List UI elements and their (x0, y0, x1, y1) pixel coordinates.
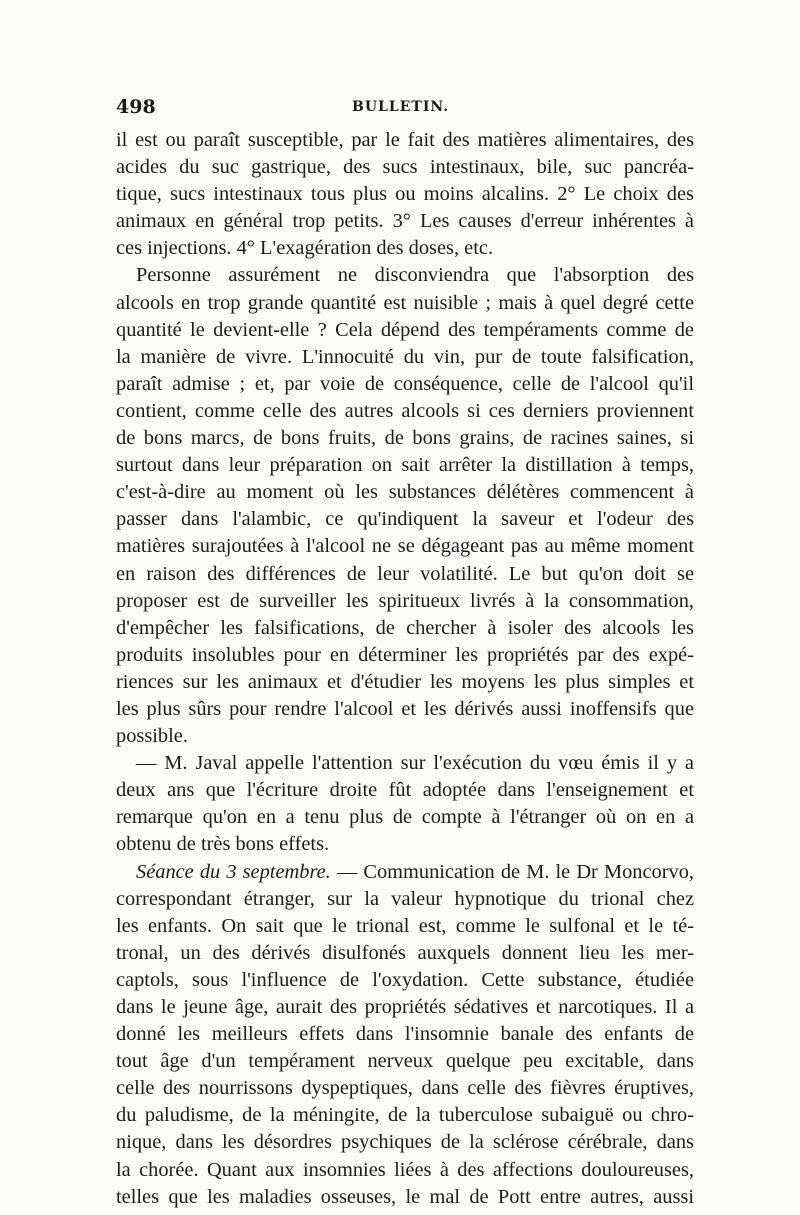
text-line: de bons marcs, de bons fruits, de bons grains, de racines saines, si (116, 427, 694, 450)
text-line: quantité le devient-elle ? Cela dépend des tempéraments comme de (116, 318, 694, 341)
text-line: telles que les maladies osseuses, le mal de Pott entre autres, aussi (116, 1185, 694, 1208)
text-line: passer dans l'alambic, ce qu'indiquent la saveur et l'odeur des (116, 508, 694, 531)
text-line: les enfants. On sait que le trional est, comme le sulfonal et le té- (116, 914, 694, 937)
text-line: — M. Javal appelle l'attention sur l'exécution du vœu émis il y a (136, 752, 694, 775)
text-line: riences sur les animaux et d'étudier les moyens les plus simples et (116, 670, 694, 693)
text-line: ces injections. 4° L'exagération des doses, etc. (116, 237, 494, 260)
running-title: BULLETIN. (352, 99, 450, 115)
text-line: contient, comme celle des autres alcools si ces derniers proviennent (116, 399, 694, 422)
text-line: tique, sucs intestinaux tous plus ou moins alcalins. 2° Le choix des (116, 183, 694, 206)
text-line: la chorée. Quant aux insomnies liées à des affections douloureuses, (116, 1158, 694, 1181)
text-line: obtenu de très bons effets. (116, 833, 330, 856)
text-line: animaux en général trop petits. 3° Les causes d'erreur inhérentes à (116, 210, 694, 233)
text-line: en raison des différences de leur volatilité. Le but qu'on doit se (116, 562, 694, 585)
session-text: — Communication de M. le Dr Moncorvo, (330, 860, 694, 883)
text-line: deux ans que l'écriture droite fût adoptée dans l'enseignement et (116, 779, 694, 802)
text-line: surtout dans leur préparation on sait arrêter la distillation à temps, (116, 454, 694, 477)
text-line: remarque qu'on en a tenu plus de compte à l'étranger où on en a (116, 806, 694, 829)
text-line: acides du suc gastrique, des sucs intestinaux, bile, suc pancréa- (116, 156, 694, 179)
page-header (116, 96, 694, 120)
text-line: tout âge d'un tempérament nerveux quelque peu excitable, dans (116, 1050, 694, 1073)
text-line: les plus sûrs pour rendre l'alcool et les dérivés aussi inoffensifs que (116, 697, 694, 720)
text-line: possible. (116, 725, 188, 748)
page-number: 498 (116, 96, 156, 118)
text-line: il est ou paraît susceptible, par le fait des matières alimentaires, des (116, 129, 694, 151)
text-line: celle des nourrissons dyspeptiques, dans celle des fièvres éruptives, (116, 1077, 694, 1100)
body-text (116, 127, 694, 1211)
text-line: d'empêcher les falsifications, de chercher à isoler des alcools les (116, 616, 694, 639)
text-line: matières surajoutées à l'alcool ne se dégageant pas au même moment (116, 535, 694, 558)
text-line: dans le jeune âge, aurait des propriétés sédatives et narcotiques. Il a (116, 996, 694, 1018)
text-line: correspondant étranger, sur la valeur hypnotique du trional chez (116, 887, 694, 910)
text-line: donné les meilleurs effets dans l'insomnie banale des enfants de (116, 1023, 694, 1046)
text-line: tronal, un des dérivés disulfonés auxquels donnent lieu les mer- (116, 941, 694, 964)
text-line: proposer est de surveiller les spiritueux livrés à la consommation, (116, 589, 694, 612)
text-line: produits insolubles pour en déterminer les propriétés par des expé- (116, 643, 694, 666)
text-line: nique, dans les désordres psychiques de la sclérose cérébrale, dans (116, 1131, 694, 1154)
text-line: captols, sous l'influence de l'oxydation. Cette substance, étudiée (116, 968, 694, 991)
text-line: du paludisme, de la méningite, de la tuberculose subaiguë ou chro- (116, 1104, 694, 1127)
text-line: Personne assurément ne disconviendra que l'absorption des (136, 264, 694, 287)
text-line: paraît admise ; et, par voie de conséquence, celle de l'alcool qu'il (116, 372, 694, 395)
text-line: la manière de vivre. L'innocuité du vin, pur de toute falsification, (116, 345, 694, 368)
session-date: Séance du 3 septembre. (136, 860, 331, 883)
text-line: alcools en trop grande quantité est nuisible ; mais à quel degré cette (116, 291, 694, 314)
text-line (116, 859, 694, 886)
text-line: c'est-à-dire au moment où les substances délétères commencent à (116, 481, 694, 504)
